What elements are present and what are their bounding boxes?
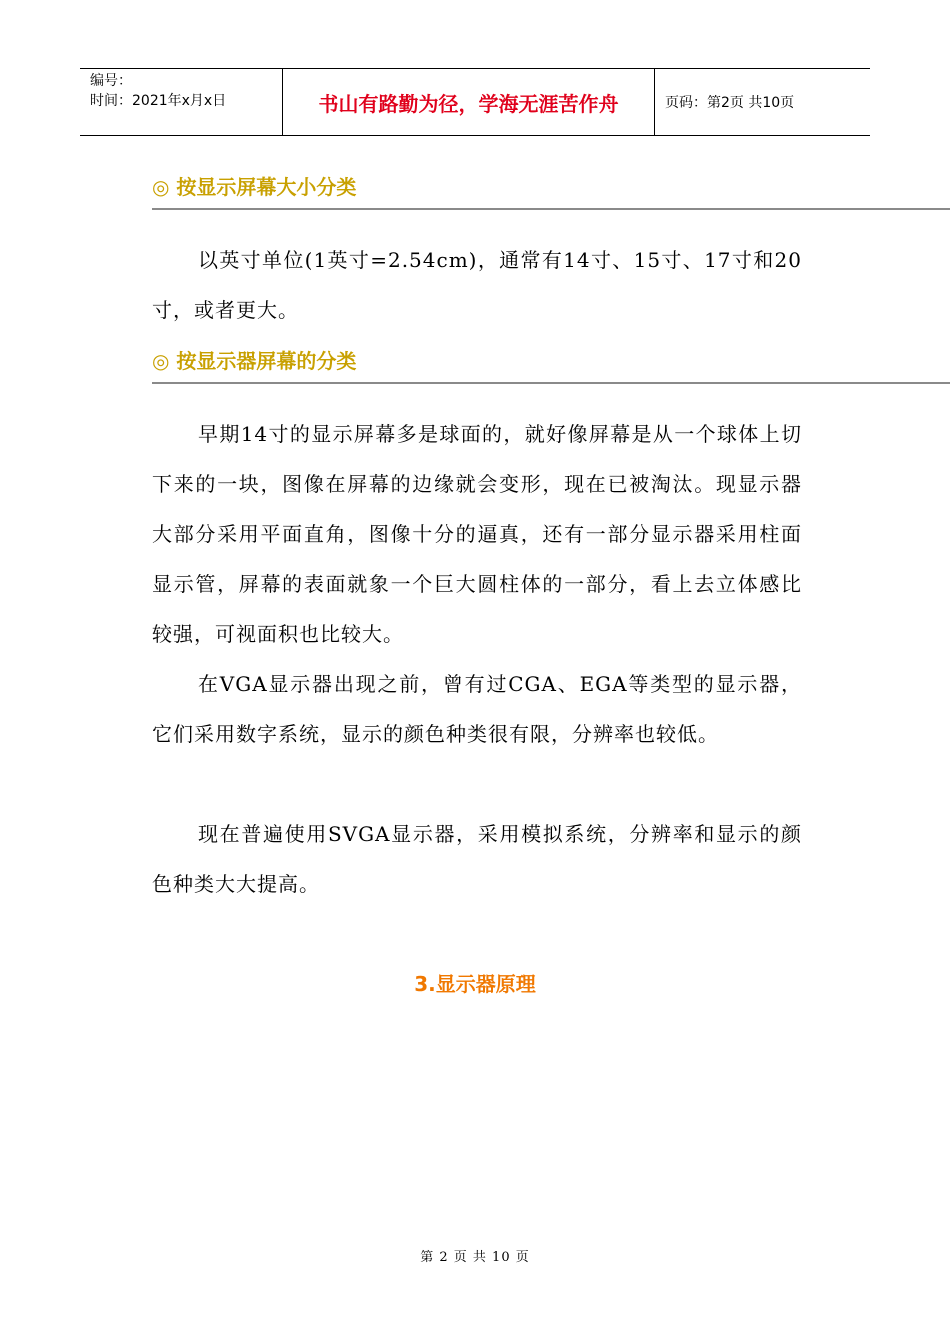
section-heading-screen-type: ◎ 按显示器屏幕的分类 xyxy=(152,349,357,373)
section-divider xyxy=(152,382,950,384)
paragraph-size: 以英寸单位(1英寸=2.54cm)，通常有14寸、15寸、17寸和20寸，或者更大。 xyxy=(152,248,802,322)
header-motto-text: 书山有路勤为径，学海无涯苦作舟 xyxy=(318,91,619,116)
header-number-label: 编号： xyxy=(90,73,132,89)
page-footer: 第 2 页 共 10 页 xyxy=(420,1250,530,1265)
paragraph-svga: 现在普遍使用SVGA显示器，采用模拟系统，分辨率和显示的颜色种类大大提高。 xyxy=(152,822,802,896)
section-divider xyxy=(152,208,950,210)
header-meta xyxy=(80,69,282,135)
paragraph-vga: 在VGA显示器出现之前，曾有过CGA、EGA等类型的显示器，它们采用数字系统，显示的颜色种类很有限，分辨率也较低。 xyxy=(152,672,802,746)
header-motto xyxy=(282,69,655,135)
header-time-label: 时间：2021年x月x日 xyxy=(90,93,227,109)
header-page-label: 页码：第2页 共10页 xyxy=(665,95,795,111)
section-heading-size: ◎ 按显示屏幕大小分类 xyxy=(152,175,357,199)
subheading-principle: 3.显示器原理 xyxy=(414,972,536,996)
paragraph-screen-type: 早期14寸的显示屏幕多是球面的，就好像屏幕是从一个球体上切下来的一块，图像在屏幕的边缘就会变形，现在已被淘汰。现显示器大部分采用平面直角，图像十分的逼真，还有一部分显示器采用柱面显示管，屏幕的表面就象一个巨大圆柱体的一部分，看上去立体感比较强，可视面积也比较大。 xyxy=(152,422,802,646)
document-header xyxy=(80,68,870,136)
header-page-info xyxy=(655,69,870,135)
